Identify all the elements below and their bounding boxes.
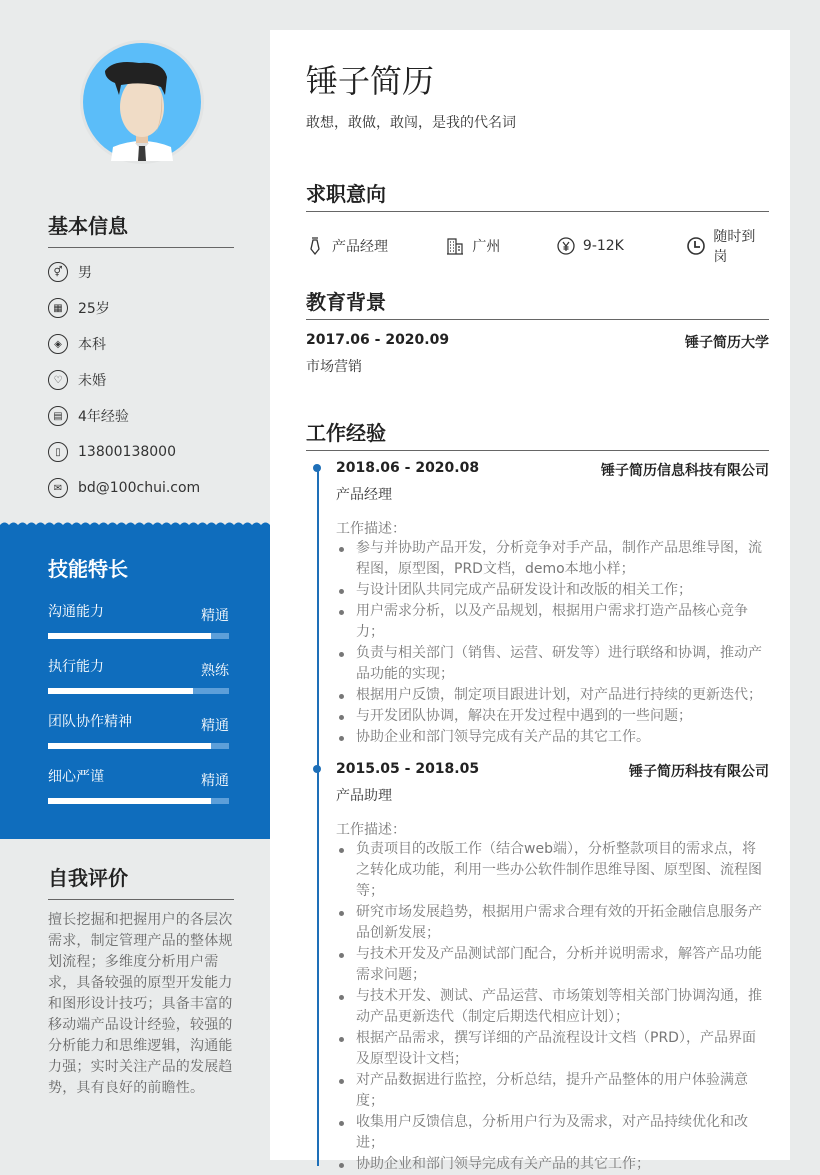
work-title: 工作经验 <box>306 417 769 451</box>
skill-name: 沟通能力 <box>48 604 104 620</box>
self-evaluation-text: 擅长挖掘和把握用户的各层次需求，制定管理产品的整体规划流程；多维度分析用户需求，具备较强的原型开发能力和图形设计技巧；具备丰富的移动端产品设计经验，较强的分析能力和思维逻辑，沟通能力强；实时关注产品的发展趋势，具有良好的前瞻性。 <box>48 912 233 1096</box>
skill-bar-fill <box>48 743 211 749</box>
job-role: 产品助理 <box>336 788 392 804</box>
graduation-cap-icon: ◈ <box>48 334 68 354</box>
intent-salary <box>557 226 687 266</box>
work-section <box>306 417 769 451</box>
intent-availability <box>687 226 769 266</box>
timeline-dot-icon <box>313 765 321 773</box>
skill-bar-fill <box>48 688 193 694</box>
job-duty: 负责与相关部门（销售、运营、研发等）进行联络和协调，推动产品功能的实现； <box>336 643 769 685</box>
job-duty: 协助企业和部门领导完成有关产品的其它工作。 <box>336 727 769 748</box>
basic-info-section <box>48 210 234 506</box>
job-intent-title: 求职意向 <box>306 178 769 212</box>
job-duties <box>336 538 769 748</box>
job-duty: 收集用户反馈信息，分析用户行为及需求，对产品持续优化和改进； <box>336 1112 769 1154</box>
skill-bar <box>48 743 229 749</box>
gender-icon: ⚥ <box>48 262 68 282</box>
job-duty: 研究市场发展趋势，根据用户需求合理有效的开拓金融信息服务产品创新发展； <box>336 902 769 944</box>
skill-item <box>48 601 229 639</box>
job-duty: 用户需求分析，以及产品规划，根据用户需求打造产品核心竞争力； <box>336 601 769 643</box>
job-duty: 负责项目的改版工作（结合web端），分析整款项目的需求点，将之转化成功能，利用一些办公软件制作思维导图、原型图、流程图等； <box>336 839 769 902</box>
education-major: 市场营销 <box>306 359 362 375</box>
basic-info-title: 基本信息 <box>48 210 234 248</box>
skill-bar-fill <box>48 633 211 639</box>
info-value: 本科 <box>78 337 106 353</box>
job-duty: 与技术开发及产品测试部门配合，分析并说明需求，解答产品功能需求问题； <box>336 944 769 986</box>
avatar-illustration-icon <box>83 43 201 161</box>
info-value[interactable]: 13800138000 <box>78 444 176 460</box>
motto: 敢想，敢做，敢闯，是我的代名词 <box>306 115 516 131</box>
info-marital <box>48 362 234 398</box>
skills-title: 技能特长 <box>48 557 128 581</box>
skill-bar <box>48 798 229 804</box>
experience-calendar-icon: ▤ <box>48 406 68 426</box>
skill-bar <box>48 688 229 694</box>
job-duty: 参与并协助产品开发，分析竞争对手产品，制作产品思维导图，流程图，原型图，PRD文档，demo本地小样； <box>336 538 769 580</box>
timeline-line <box>317 466 319 1166</box>
info-email <box>48 470 234 506</box>
self-evaluation-section <box>48 862 234 1099</box>
education-period: 2017.06 - 2020.09 <box>306 332 450 348</box>
main-panel <box>270 30 790 1172</box>
building-icon <box>446 237 464 255</box>
tie-icon <box>306 237 324 255</box>
job-duty: 对产品数据进行监控，分析总结，提升产品整体的用户体验满意度； <box>336 1070 769 1112</box>
avatar <box>80 40 204 164</box>
intent-city <box>446 226 557 266</box>
job-duty: 与开发团队协调，解决在开发过程中遇到的一些问题； <box>336 706 769 727</box>
skill-item <box>48 656 229 694</box>
intent-position <box>306 226 446 266</box>
self-evaluation-title: 自我评价 <box>48 862 234 900</box>
info-age <box>48 290 234 326</box>
yen-icon <box>557 237 575 255</box>
job-entry <box>336 761 769 1175</box>
education-section <box>306 286 769 376</box>
job-desc-label: 工作描述： <box>336 822 406 838</box>
sidebar <box>0 0 270 1160</box>
mail-icon: ✉ <box>48 478 68 498</box>
skill-level: 精通 <box>201 718 229 734</box>
skill-level: 精通 <box>201 773 229 789</box>
info-value: 未婚 <box>78 373 106 389</box>
job-entry <box>336 460 769 748</box>
skill-name: 团队协作精神 <box>48 714 132 730</box>
info-value: 25岁 <box>78 301 110 317</box>
job-intent-section <box>306 178 769 266</box>
job-duty: 根据产品需求，撰写详细的产品流程设计文档（PRD），产品界面及原型设计文档； <box>336 1028 769 1070</box>
calendar-icon: ▦ <box>48 298 68 318</box>
job-duty: 根据用户反馈，制定项目跟进计划，对产品进行持续的更新迭代； <box>336 685 769 706</box>
job-duty: 与设计团队共同完成产品研发设计和改版的相关工作； <box>336 580 769 601</box>
skill-name: 细心严谨 <box>48 769 104 785</box>
job-period: 2018.06 - 2020.08 <box>336 460 480 476</box>
info-value: 男 <box>78 265 92 281</box>
info-degree <box>48 326 234 362</box>
resume-name: 锤子简历 <box>306 62 435 100</box>
phone-icon: ▯ <box>48 442 68 462</box>
info-experience <box>48 398 234 434</box>
timeline-dot-icon <box>313 464 321 472</box>
skill-level: 精通 <box>201 608 229 624</box>
info-phone <box>48 434 234 470</box>
info-gender <box>48 254 234 290</box>
info-value: 4年经验 <box>78 409 129 425</box>
job-company: 锤子简历信息科技有限公司 <box>601 463 769 479</box>
job-role: 产品经理 <box>336 487 392 503</box>
clock-icon <box>687 237 705 255</box>
skill-item <box>48 766 229 804</box>
job-duty: 与技术开发、测试、产品运营、市场策划等相关部门协调沟通，推动产品更新迭代（制定后期迭代相应计划）； <box>336 986 769 1028</box>
job-duty: 协助企业和部门领导完成有关产品的其它工作； <box>336 1154 769 1175</box>
skill-bar <box>48 633 229 639</box>
education-school: 锤子简历大学 <box>685 335 769 351</box>
education-title: 教育背景 <box>306 286 769 320</box>
skill-bar-fill <box>48 798 211 804</box>
job-desc-label: 工作描述： <box>336 521 406 537</box>
info-value[interactable]: bd@100chui.com <box>78 480 201 496</box>
job-duties <box>336 839 769 1175</box>
skill-level: 熟练 <box>201 663 229 679</box>
intent-value: 产品经理 <box>332 239 388 255</box>
heart-icon: ♡ <box>48 370 68 390</box>
skill-name: 执行能力 <box>48 659 104 675</box>
job-company: 锤子简历科技有限公司 <box>629 764 769 780</box>
intent-value: 随时到岗 <box>713 229 756 265</box>
job-period: 2015.05 - 2018.05 <box>336 761 480 777</box>
skills-section <box>0 527 270 839</box>
intent-value: 广州 <box>472 239 501 255</box>
skill-item <box>48 711 229 749</box>
intent-value: 9-12K <box>582 238 624 254</box>
